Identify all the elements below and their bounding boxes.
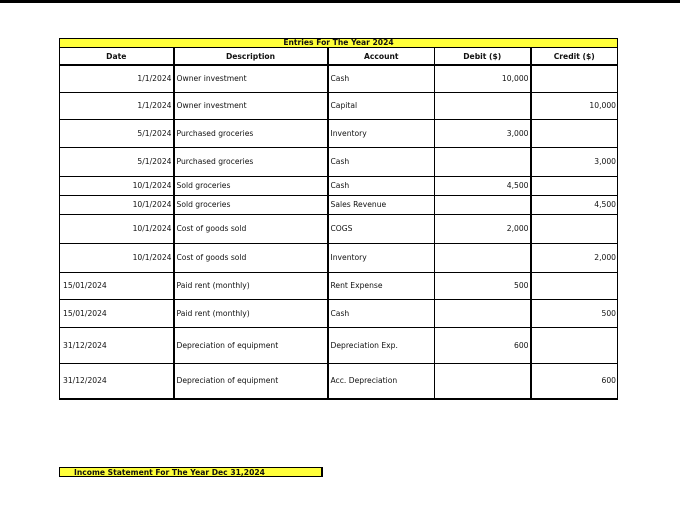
cell-account: Acc. Depreciation: [328, 363, 435, 399]
cell-debit: 2,000: [435, 214, 531, 243]
table-row: [60, 176, 618, 195]
cell-description: Owner investment: [174, 65, 328, 92]
cell-date: 10/1/2024: [60, 195, 174, 214]
cell-credit: [531, 65, 618, 92]
cell-credit: 10,000: [531, 92, 618, 119]
cell-date: 5/1/2024: [60, 147, 174, 176]
cell-account: Inventory: [328, 119, 435, 147]
cell-description: Depreciation of equipment: [174, 327, 328, 363]
cell-date: 31/12/2024: [60, 327, 174, 363]
cell-credit: 3,000: [531, 147, 618, 176]
cell-credit: 500: [531, 299, 618, 327]
window-top-border: [0, 0, 680, 3]
cell-debit: [435, 299, 531, 327]
cell-description: Sold groceries: [174, 195, 328, 214]
cell-date: 1/1/2024: [60, 65, 174, 92]
cell-date: 1/1/2024: [60, 92, 174, 119]
cell-credit: [531, 214, 618, 243]
cell-credit: [531, 272, 618, 299]
cell-description: Cost of goods sold: [174, 214, 328, 243]
cell-description: Paid rent (monthly): [174, 299, 328, 327]
table-row: [60, 327, 618, 363]
cell-description: Paid rent (monthly): [174, 272, 328, 299]
table-row: [60, 299, 618, 327]
cell-description: Purchased groceries: [174, 147, 328, 176]
table-row: [60, 195, 618, 214]
cell-date: 5/1/2024: [60, 119, 174, 147]
header-debit: Debit ($): [435, 48, 531, 66]
cell-account: Depreciation Exp.: [328, 327, 435, 363]
cell-description: Sold groceries: [174, 176, 328, 195]
cell-account: Sales Revenue: [328, 195, 435, 214]
cell-debit: [435, 147, 531, 176]
cell-date: 10/1/2024: [60, 214, 174, 243]
header-description: Description: [174, 48, 328, 66]
header-date: Date: [60, 48, 174, 66]
cell-debit: 3,000: [435, 119, 531, 147]
income-statement-title: Income Statement For The Year Dec 31,2024: [59, 467, 323, 477]
cell-description: Depreciation of equipment: [174, 363, 328, 399]
table-row: [60, 147, 618, 176]
cell-account: Rent Expense: [328, 272, 435, 299]
cell-account: Cash: [328, 147, 435, 176]
header-credit: Credit ($): [531, 48, 618, 66]
cell-credit: 600: [531, 363, 618, 399]
cell-description: Cost of goods sold: [174, 243, 328, 272]
cell-date: 15/01/2024: [60, 272, 174, 299]
cell-debit: [435, 92, 531, 119]
cell-debit: 10,000: [435, 65, 531, 92]
table-row: [60, 119, 618, 147]
table-row: [60, 92, 618, 119]
journal-title: Entries For The Year 2024: [60, 39, 618, 48]
cell-date: 10/1/2024: [60, 176, 174, 195]
header-row: [60, 48, 618, 66]
cell-account: Cash: [328, 176, 435, 195]
table-row: [60, 65, 618, 92]
cell-credit: [531, 176, 618, 195]
cell-date: 15/01/2024: [60, 299, 174, 327]
cell-date: 31/12/2024: [60, 363, 174, 399]
cell-debit: [435, 243, 531, 272]
cell-account: Inventory: [328, 243, 435, 272]
cell-date: 10/1/2024: [60, 243, 174, 272]
cell-debit: [435, 363, 531, 399]
table-row: [60, 272, 618, 299]
header-account: Account: [328, 48, 435, 66]
cell-account: Cash: [328, 299, 435, 327]
cell-account: Capital: [328, 92, 435, 119]
journal-entries-table: [59, 38, 618, 400]
cell-credit: [531, 327, 618, 363]
cell-debit: 4,500: [435, 176, 531, 195]
cell-credit: [531, 119, 618, 147]
cell-credit: 2,000: [531, 243, 618, 272]
cell-debit: [435, 195, 531, 214]
table-row: [60, 214, 618, 243]
cell-description: Owner investment: [174, 92, 328, 119]
cell-debit: 600: [435, 327, 531, 363]
cell-credit: 4,500: [531, 195, 618, 214]
cell-debit: 500: [435, 272, 531, 299]
cell-description: Purchased groceries: [174, 119, 328, 147]
cell-account: Cash: [328, 65, 435, 92]
table-row: [60, 243, 618, 272]
table-row: [60, 363, 618, 399]
cell-account: COGS: [328, 214, 435, 243]
